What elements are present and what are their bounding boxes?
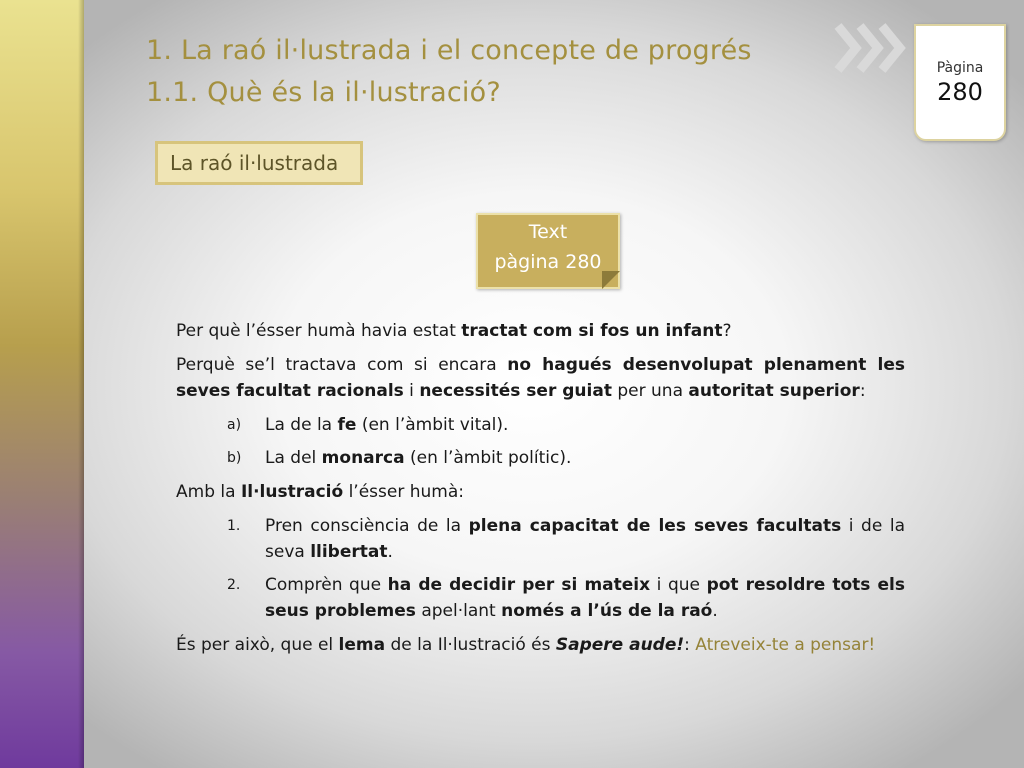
question-paragraph: Per què l’ésser humà havia estat tractat com si fos un infant?: [176, 321, 732, 341]
list-item: 2. Comprèn que ha de decidir per si mateix i que pot resoldre tots els seus problemes apel·lant només a l’ús de la raó.: [176, 572, 905, 624]
page-fold-icon: [602, 271, 620, 289]
motto-paragraph: És per això, que el lema de la Il·lustració és Sapere aude!: Atreveix-te a pensar!: [176, 635, 876, 655]
list-marker: a): [227, 417, 242, 433]
chevrons-icon: [830, 22, 910, 74]
section-label: La raó il·lustrada: [155, 141, 363, 185]
text-note-line-2: pàgina 280: [494, 251, 602, 273]
enlightenment-list: [176, 513, 905, 624]
title-line-2: 1.1. Què és la il·lustració?: [146, 77, 501, 108]
text-note-line-1: Text: [528, 221, 568, 243]
page-tab-label: Pàgina: [936, 60, 984, 76]
motto-latin: Sapere aude!: [555, 635, 685, 655]
decorative-side-strip: [0, 0, 84, 768]
enlightenment-paragraph: Amb la Il·lustració l’ésser humà:: [176, 482, 464, 502]
list-marker: b): [227, 450, 242, 466]
list-marker: 1.: [227, 518, 241, 534]
text-page-note: [476, 213, 620, 289]
title-line-1: 1. La raó il·lustrada i el concepte de progrés: [146, 35, 752, 66]
motto-translation: Atreveix-te a pensar!: [695, 635, 876, 655]
authority-list: [176, 412, 905, 471]
body-text: [176, 318, 905, 666]
page-tab-number: 280: [937, 78, 983, 106]
list-item: b) La del monarca (en l’àmbit polític).: [176, 445, 905, 471]
answer-paragraph: Perquè se’l tractava com si encara no hagués desenvolupat plenament les seves facultat racionals i necessités ser guiat per una autoritat superior:: [176, 355, 905, 401]
page-reference-tab: [914, 24, 1006, 141]
list-marker: 2.: [227, 577, 241, 593]
list-item: 1. Pren consciència de la plena capacitat de les seves facultats i de la seva llibertat.: [176, 513, 905, 565]
list-item: a) La de la fe (en l’àmbit vital).: [176, 412, 905, 438]
page-title: [146, 30, 752, 114]
